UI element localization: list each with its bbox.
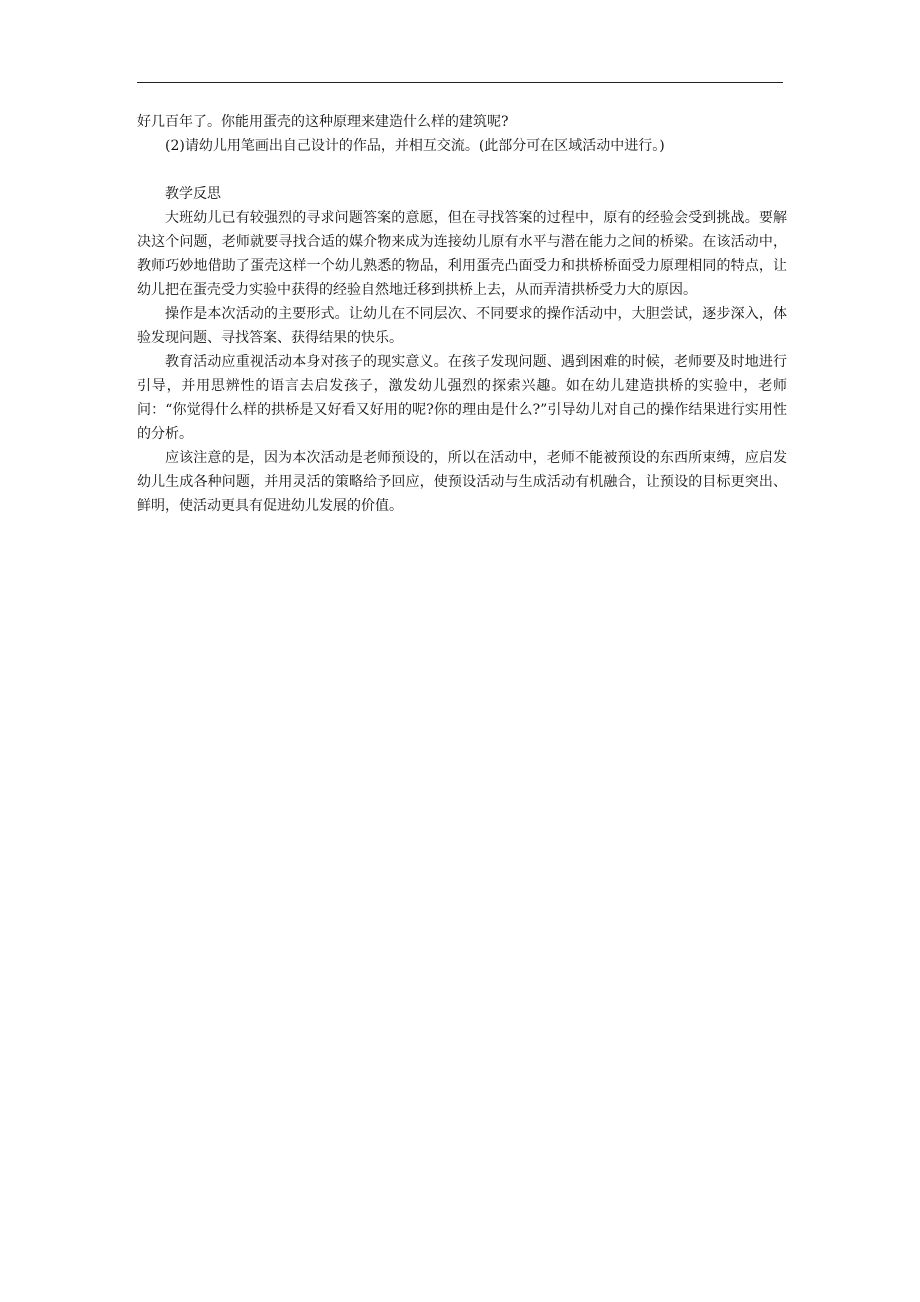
reflection-paragraph-4: 应该注意的是，因为本次活动是老师预设的，所以在活动中，老师不能被预设的东西所束缚，应启发幼儿生成各种问题，并用灵活的策略给予回应，使预设活动与生成活动有机融合，让预设的目标更突出、鲜明，使活动更具有促进幼儿发展的价值。 [137,450,787,514]
document-body [137,110,787,518]
header-rule [137,82,783,83]
reflection-paragraph-3: 教育活动应重视活动本身对孩子的现实意义。在孩子发现问题、遇到困难的时候，老师要及时地进行引导，并用思辨性的语言去启发孩子，激发幼儿强烈的探索兴趣。如在幼儿建造拱桥的实验中，老师问：“你觉得什么样的拱桥是又好看又好用的呢?你的理由是什么?”引导幼儿对自己的操作结果进行实用性的分析。 [137,354,787,442]
reflection-heading: 教学反思 [165,186,221,202]
reflection-paragraph-2: 操作是本次活动的主要形式。让幼儿在不同层次、不同要求的操作活动中，大胆尝试，逐步深入，体验发现问题、寻找答案、获得结果的快乐。 [137,306,787,346]
reflection-paragraph-1: 大班幼儿已有较强烈的寻求问题答案的意愿，但在寻找答案的过程中，原有的经验会受到挑战。要解决这个问题，老师就要寻找合适的媒介物来成为连接幼儿原有水平与潜在能力之间的桥梁。在该活动中，教师巧妙地借助了蛋壳这样一个幼儿熟悉的物品，利用蛋壳凸面受力和拱桥桥面受力原理相同的特点，让幼儿把在蛋壳受力实验中获得的经验自然地迁移到拱桥上去，从而弄清拱桥受力大的原因。 [137,210,787,298]
continuation-line: 好几百年了。你能用蛋壳的这种原理来建造什么样的建筑呢? [137,114,509,130]
step-2-paragraph: (2)请幼儿用笔画出自己设计的作品，并相互交流。(此部分可在区域活动中进行。) [165,138,665,154]
